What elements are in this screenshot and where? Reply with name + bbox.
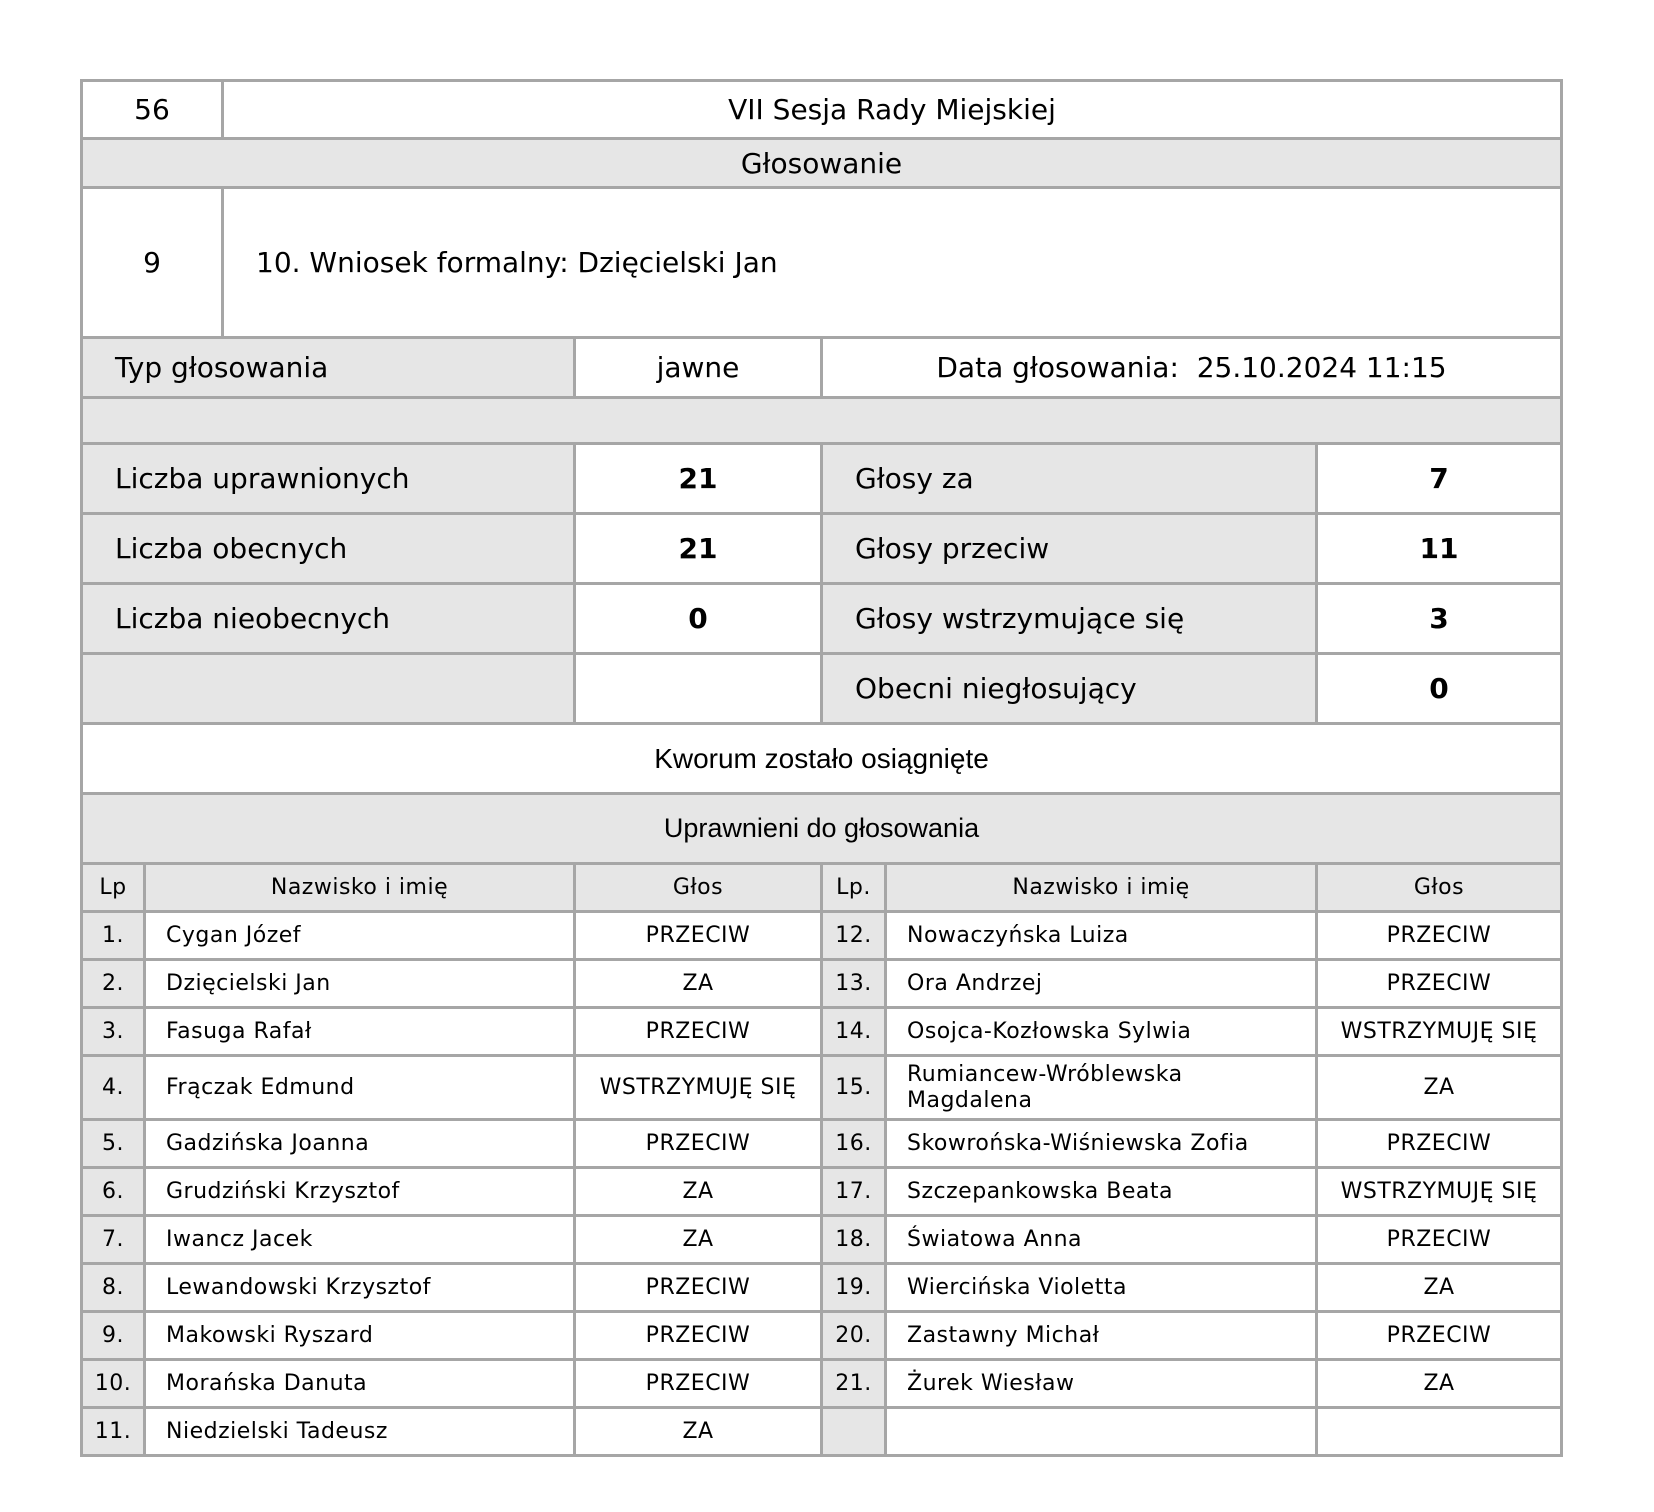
voter-lp: 8. <box>82 1264 145 1312</box>
voter-vote: ZA <box>575 1168 822 1216</box>
voter-lp: 17. <box>822 1168 886 1216</box>
voter-vote: PRZECIW <box>1317 960 1562 1008</box>
col-lp-left: Lp <box>82 864 145 912</box>
voting-report <box>80 79 1563 1457</box>
voter-lp: 7. <box>82 1216 145 1264</box>
eligible-value: 21 <box>575 444 822 514</box>
voter-vote: PRZECIW <box>1317 912 1562 960</box>
table-row <box>82 1312 1562 1360</box>
voter-vote: ZA <box>1317 1360 1562 1408</box>
voter-name: Frączak Edmund <box>145 1056 575 1120</box>
voter-name: Osojca-Kozłowska Sylwia <box>886 1008 1317 1056</box>
voter-name: Iwancz Jacek <box>145 1216 575 1264</box>
table-row <box>82 1120 1562 1168</box>
table-row <box>82 1168 1562 1216</box>
col-lp-right: Lp. <box>822 864 886 912</box>
voter-name: Zastawny Michał <box>886 1312 1317 1360</box>
empty-stat-value <box>575 654 822 724</box>
table-row <box>82 1264 1562 1312</box>
col-vote-left: Głos <box>575 864 822 912</box>
voter-lp: 20. <box>822 1312 886 1360</box>
voter-lp: 5. <box>82 1120 145 1168</box>
voter-name: Makowski Ryszard <box>145 1312 575 1360</box>
voter-name: Żurek Wiesław <box>886 1360 1317 1408</box>
vote-date-label: Data głosowania: <box>936 351 1179 384</box>
vote-type-value: jawne <box>575 338 822 398</box>
voter-vote: PRZECIW <box>1317 1312 1562 1360</box>
nonvoting-value: 0 <box>1317 654 1562 724</box>
abstain-label: Głosy wstrzymujące się <box>822 584 1317 654</box>
voter-vote: PRZECIW <box>575 1264 822 1312</box>
voter-name: Nowaczyńska Luiza <box>886 912 1317 960</box>
voter-lp: 11. <box>82 1408 145 1456</box>
for-value: 7 <box>1317 444 1562 514</box>
voter-lp: 3. <box>82 1008 145 1056</box>
col-name-right: Nazwisko i imię <box>886 864 1317 912</box>
spacer-row <box>82 398 1562 444</box>
table-row <box>82 1008 1562 1056</box>
vote-date-value: 25.10.2024 11:15 <box>1196 351 1447 384</box>
voter-lp: 4. <box>82 1056 145 1120</box>
voter-lp: 9. <box>82 1312 145 1360</box>
voter-vote: PRZECIW <box>575 1312 822 1360</box>
voter-vote: PRZECIW <box>575 1008 822 1056</box>
voter-name: Niedzielski Tadeusz <box>145 1408 575 1456</box>
voter-vote: PRZECIW <box>1317 1216 1562 1264</box>
voter-lp: 12. <box>822 912 886 960</box>
header-table <box>80 79 1563 339</box>
voter-vote: ZA <box>575 1216 822 1264</box>
stats-table <box>80 336 1563 865</box>
table-row <box>82 1056 1562 1120</box>
vote-number: 9 <box>82 188 223 338</box>
session-number: 56 <box>82 81 223 139</box>
against-value: 11 <box>1317 514 1562 584</box>
vote-date <box>822 338 1562 398</box>
present-value: 21 <box>575 514 822 584</box>
voter-vote: WSTRZYMUJĘ SIĘ <box>575 1056 822 1120</box>
voter-vote: PRZECIW <box>575 1120 822 1168</box>
table-row <box>82 960 1562 1008</box>
voter-name: Morańska Danuta <box>145 1360 575 1408</box>
voter-lp: 16. <box>822 1120 886 1168</box>
quorum-status: Kworum zostało osiągnięte <box>82 724 1562 794</box>
voter-vote: WSTRZYMUJĘ SIĘ <box>1317 1008 1562 1056</box>
vote-type-label: Typ głosowania <box>82 338 575 398</box>
voter-lp: 2. <box>82 960 145 1008</box>
voter-lp: 6. <box>82 1168 145 1216</box>
col-name-left: Nazwisko i imię <box>145 864 575 912</box>
col-vote-right: Głos <box>1317 864 1562 912</box>
voter-vote: ZA <box>575 960 822 1008</box>
voter-name: Gadzińska Joanna <box>145 1120 575 1168</box>
voter-name: Szczepankowska Beata <box>886 1168 1317 1216</box>
present-label: Liczba obecnych <box>82 514 575 584</box>
voter-vote: ZA <box>575 1408 822 1456</box>
voter-name: Światowa Anna <box>886 1216 1317 1264</box>
voters-section-title: Uprawnieni do głosowania <box>82 794 1562 864</box>
table-row <box>82 912 1562 960</box>
table-row <box>82 1408 1562 1456</box>
voter-lp: 19. <box>822 1264 886 1312</box>
voter-vote: WSTRZYMUJĘ SIĘ <box>1317 1168 1562 1216</box>
voter-name <box>886 1408 1317 1456</box>
voter-vote: PRZECIW <box>575 1360 822 1408</box>
voter-lp: 10. <box>82 1360 145 1408</box>
voter-vote: ZA <box>1317 1056 1562 1120</box>
voter-lp: 18. <box>822 1216 886 1264</box>
table-row <box>82 1216 1562 1264</box>
voter-name: Cygan Józef <box>145 912 575 960</box>
voter-lp: 21. <box>822 1360 886 1408</box>
table-row <box>82 1360 1562 1408</box>
abstain-value: 3 <box>1317 584 1562 654</box>
section-title: Głosowanie <box>82 139 1562 188</box>
vote-subject: 10. Wniosek formalny: Dzięcielski Jan <box>223 188 1562 338</box>
voter-lp: 1. <box>82 912 145 960</box>
for-label: Głosy za <box>822 444 1317 514</box>
absent-value: 0 <box>575 584 822 654</box>
voter-lp: 15. <box>822 1056 886 1120</box>
voters-table <box>80 862 1563 1457</box>
voter-name: Lewandowski Krzysztof <box>145 1264 575 1312</box>
absent-label: Liczba nieobecnych <box>82 584 575 654</box>
voter-vote: PRZECIW <box>1317 1120 1562 1168</box>
empty-stat-label <box>82 654 575 724</box>
voter-name: Grudziński Krzysztof <box>145 1168 575 1216</box>
voter-name: Ora Andrzej <box>886 960 1317 1008</box>
nonvoting-label: Obecni niegłosujący <box>822 654 1317 724</box>
voter-name: Dzięcielski Jan <box>145 960 575 1008</box>
voter-vote: ZA <box>1317 1264 1562 1312</box>
eligible-label: Liczba uprawnionych <box>82 444 575 514</box>
voter-vote <box>1317 1408 1562 1456</box>
voter-lp: 14. <box>822 1008 886 1056</box>
voter-name: Skowrońska-Wiśniewska Zofia <box>886 1120 1317 1168</box>
voter-name: Wiercińska Violetta <box>886 1264 1317 1312</box>
voter-name: Rumiancew-Wróblewska Magdalena <box>886 1056 1317 1120</box>
voter-vote: PRZECIW <box>575 912 822 960</box>
voter-lp: 13. <box>822 960 886 1008</box>
voter-lp <box>822 1408 886 1456</box>
voter-name: Fasuga Rafał <box>145 1008 575 1056</box>
against-label: Głosy przeciw <box>822 514 1317 584</box>
session-title: VII Sesja Rady Miejskiej <box>223 81 1562 139</box>
